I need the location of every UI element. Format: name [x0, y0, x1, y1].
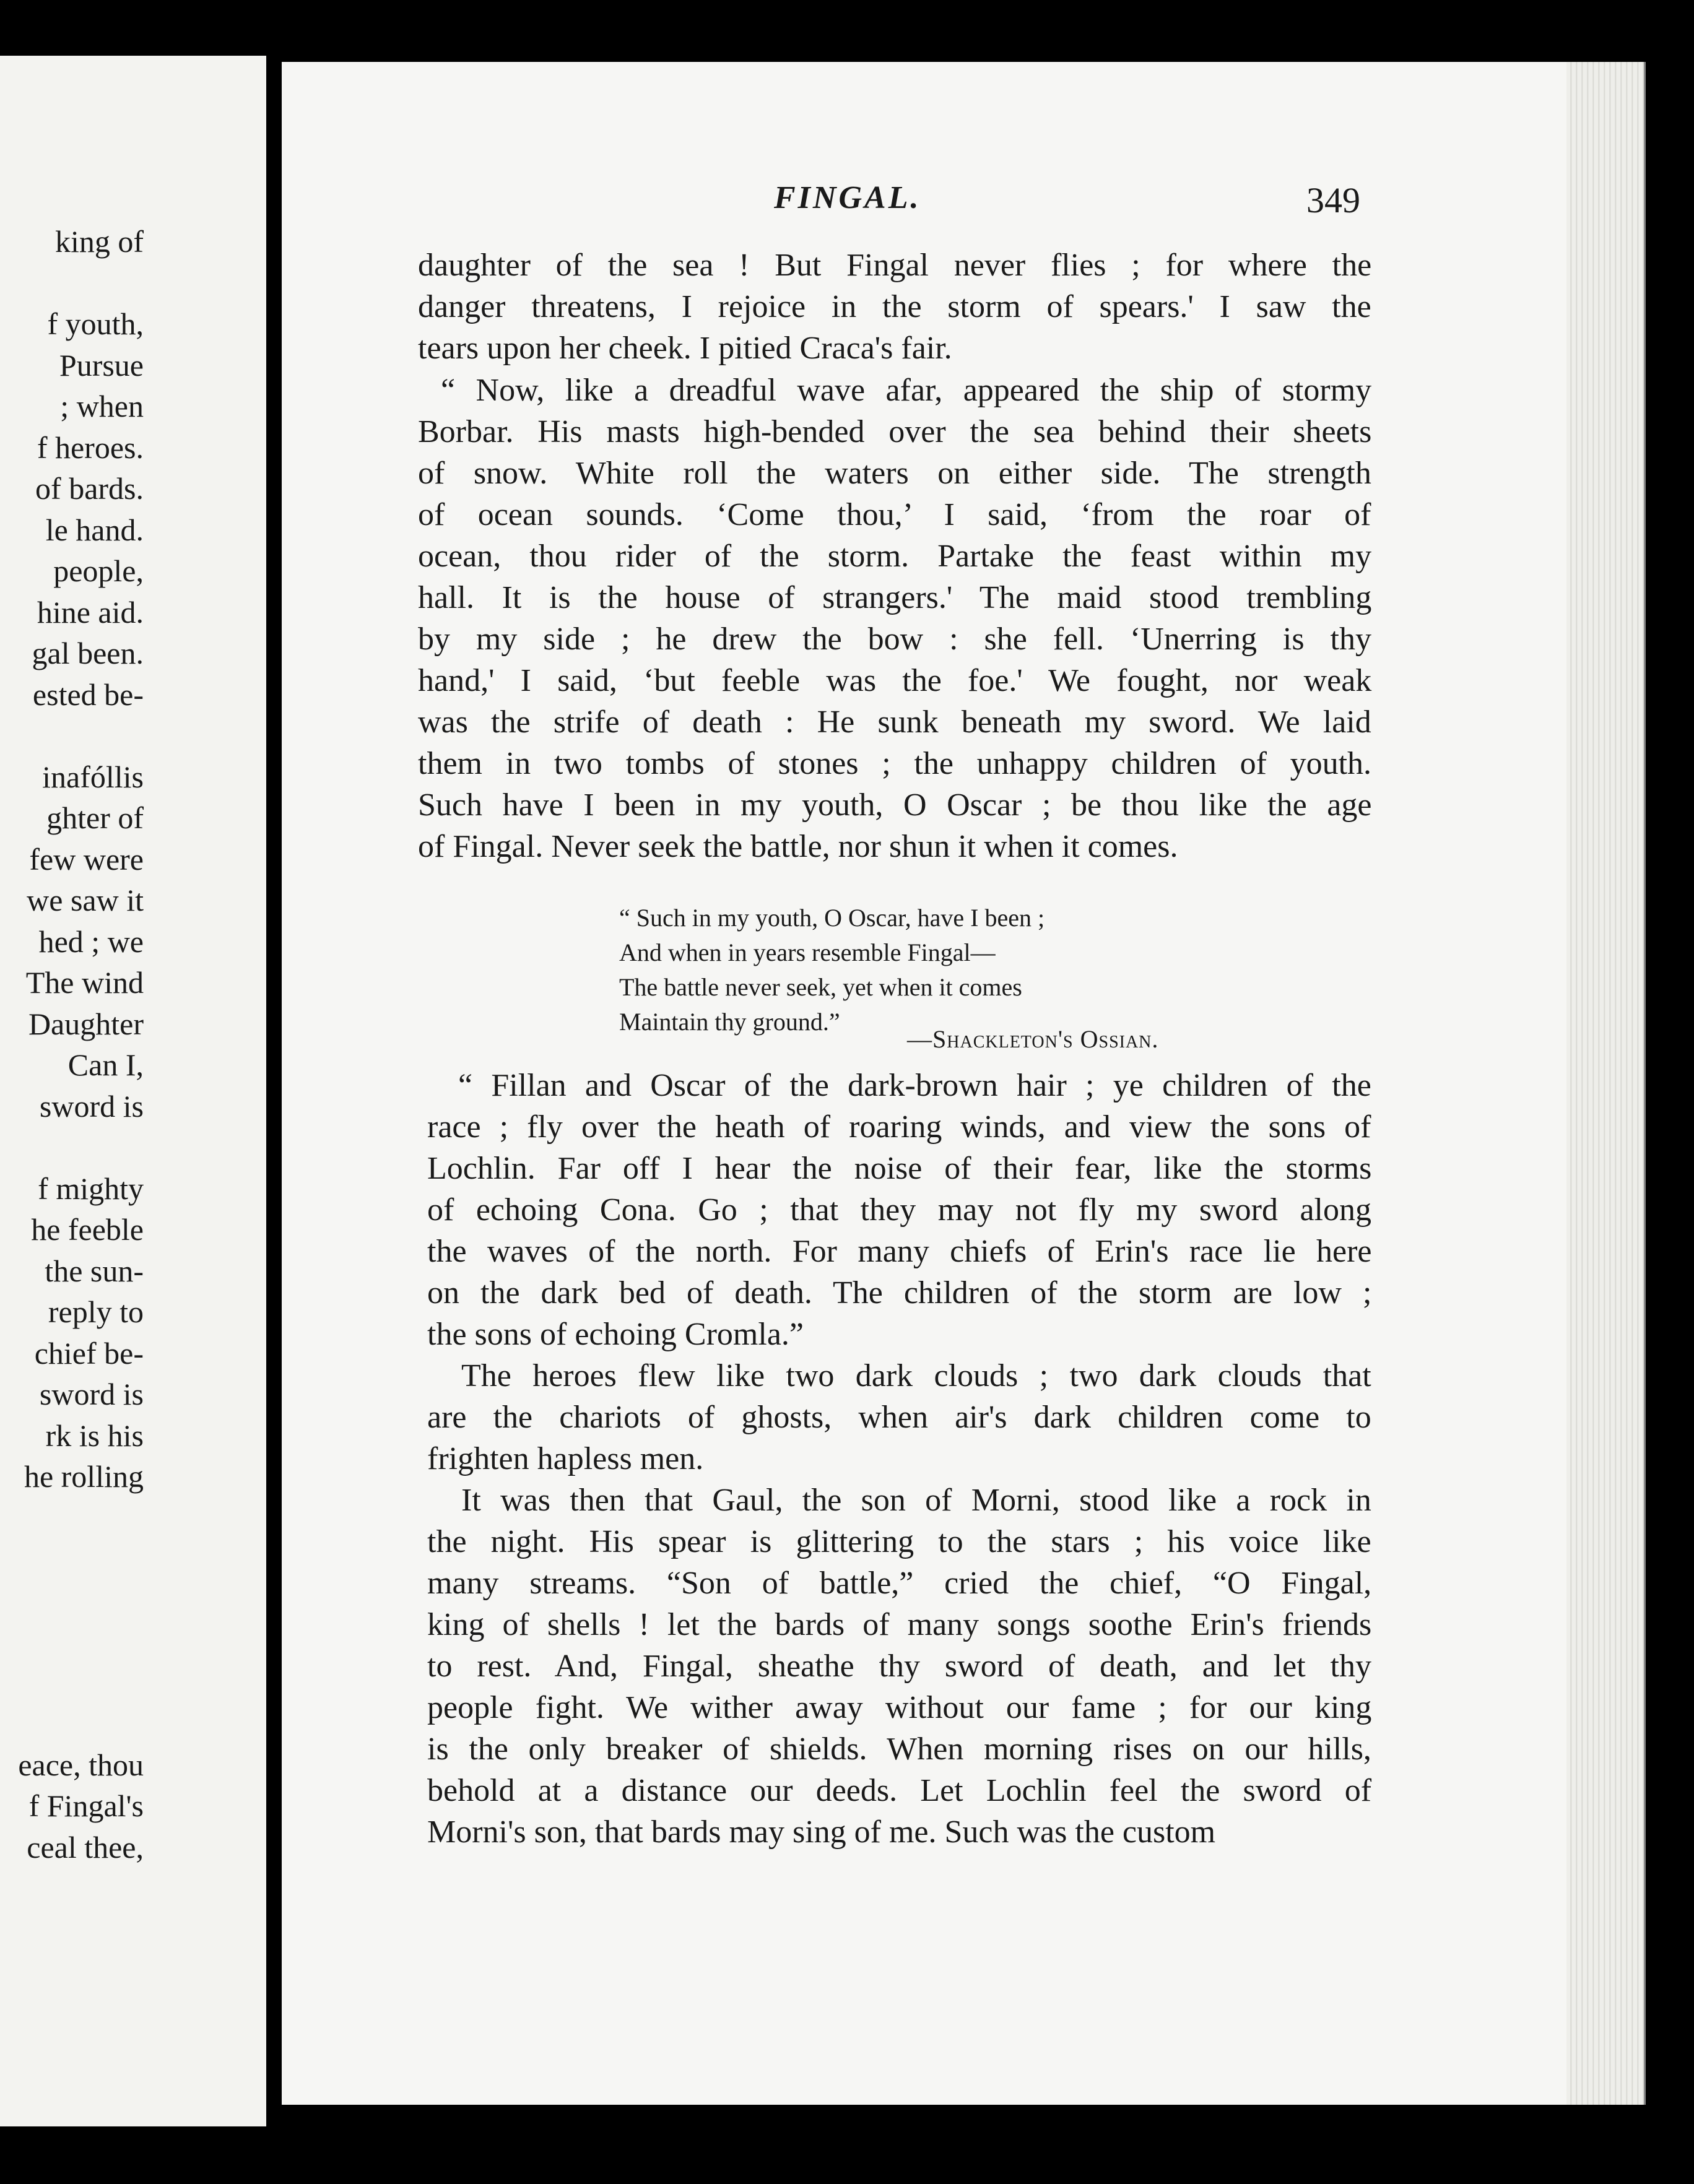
left-page-line: ; when	[60, 389, 144, 423]
left-page-line: sword is	[39, 1377, 144, 1411]
left-page-line: inafóllis	[42, 759, 144, 794]
verse-quote	[619, 901, 1045, 1039]
body-line: the sons of echoing Cromla.”	[427, 1317, 804, 1352]
left-page-line: few were	[29, 841, 144, 877]
page-number: 349	[1306, 180, 1360, 220]
body-line: “ Now, like a dreadful wave afar, appeared the ship of stormy	[441, 373, 1372, 408]
body-line: of Fingal. Never seek the battle, nor shun it when it comes.	[418, 829, 1178, 864]
body-line: on the dark bed of death. The children of the storm are low ;	[427, 1275, 1372, 1311]
body-line: Such have I been in my youth, O Oscar ; be thou like the age	[418, 787, 1372, 823]
left-page-fragment	[0, 56, 266, 2126]
body-line: “ Fillan and Oscar of the dark-brown hair ; ye children of the	[458, 1068, 1371, 1103]
left-page-line: chief be-	[34, 1335, 144, 1371]
left-page-line: rk is his	[45, 1418, 144, 1453]
left-page-line: hed ; we	[38, 924, 144, 959]
body-line: the waves of the north. For many chiefs of Erin's race lie here	[427, 1234, 1372, 1269]
left-page-line: f heroes.	[37, 430, 144, 465]
verse-line: The battle never seek, yet when it comes	[619, 973, 1022, 1001]
verse-line: “ Such in my youth, O Oscar, have I been ;	[619, 904, 1045, 932]
body-line: Lochlin. Far off I hear the noise of their fear, like the storms	[427, 1151, 1372, 1186]
left-page-line: f youth,	[47, 306, 144, 341]
body-line: is the only breaker of shields. When morning rises on our hills,	[427, 1731, 1371, 1767]
left-page-line: Daughter	[28, 1006, 144, 1041]
left-page-line: le hand.	[45, 512, 144, 547]
body-line: people fight. We wither away without our fame ; for our king	[427, 1690, 1372, 1725]
left-page-line: ceal thee,	[27, 1829, 144, 1865]
left-page-line: gal been.	[32, 636, 144, 670]
body-line: to rest. And, Fingal, sheathe thy sword of death, and let thy	[427, 1649, 1372, 1684]
left-page-line: Can I,	[67, 1047, 144, 1082]
left-page-line: The wind	[25, 965, 144, 1000]
quote-attribution: —Shackleton's Ossian.	[907, 1025, 1159, 1053]
left-page-line: sword is	[39, 1088, 144, 1124]
body-line: It was then that Gaul, the son of Morni, stood like a rock in	[461, 1483, 1371, 1518]
body-line: ocean, thou rider of the storm. Partake the feast within my	[418, 539, 1372, 574]
running-head: FINGAL.	[774, 180, 921, 215]
body-line: Morni's son, that bards may sing of me. Such was the custom	[427, 1814, 1216, 1850]
verse-line: And when in years resemble Fingal—	[619, 938, 996, 966]
body-line: was the strife of death : He sunk beneath my sword. We laid	[418, 704, 1371, 740]
body-line: The heroes flew like two dark clouds ; two dark clouds that	[461, 1358, 1371, 1393]
left-page-line: of bards.	[35, 471, 144, 506]
body-line: king of shells ! let the bards of many songs soothe Erin's friends	[427, 1607, 1372, 1642]
body-line: of ocean sounds. ‘Come thou,’ I said, ‘from the roar of	[418, 497, 1371, 532]
left-page-line: Pursue	[59, 347, 144, 383]
body-line: tears upon her cheek. I pitied Craca's fair.	[418, 331, 952, 366]
body-line: by my side ; he drew the bow : she fell. ‘Unerring is thy	[418, 622, 1371, 657]
body-line: frighten hapless men.	[427, 1441, 704, 1476]
body-line: of snow. White roll the waters on either side. The strength	[418, 456, 1371, 491]
left-page-line: hine aid.	[37, 594, 144, 630]
left-page-line: f mighty	[38, 1171, 144, 1206]
body-line: hall. It is the house of strangers.' The maid stood trembling	[418, 580, 1372, 615]
body-line: behold at a distance our deeds. Let Lochlin feel the sword of	[427, 1773, 1372, 1808]
left-page-line: ghter of	[46, 800, 144, 835]
page-edge-stack	[1566, 62, 1646, 2105]
body-line: the night. His spear is glittering to the stars ; his voice like	[427, 1524, 1371, 1559]
body-line: of echoing Cona. Go ; that they may not fly my sword along	[427, 1192, 1372, 1228]
left-page-line: f Fingal's	[28, 1788, 144, 1823]
body-line: many streams. “Son of battle,” cried the chief, “O Fingal,	[427, 1566, 1372, 1601]
left-page-line: people,	[53, 553, 144, 588]
verse-line: Maintain thy ground.”	[619, 1008, 840, 1036]
left-page-line: ested be-	[32, 677, 144, 712]
body-line: Borbar. His masts high-bended over the sea behind their sheets	[418, 414, 1372, 449]
left-page-line: reply to	[48, 1294, 144, 1329]
body-line: danger threatens, I rejoice in the storm of spears.' I saw the	[418, 289, 1371, 324]
left-page-line: king of	[54, 224, 144, 259]
body-line: hand,' I said, ‘but feeble was the foe.' We fought, nor weak	[418, 663, 1372, 698]
body-line: them in two tombs of stones ; the unhappy children of youth.	[418, 746, 1372, 781]
body-line: are the chariots of ghosts, when air's dark children come to	[427, 1400, 1371, 1435]
left-page-line: eace, thou	[18, 1747, 144, 1782]
left-page-line: he feeble	[31, 1212, 144, 1247]
body-line: daughter of the sea ! But Fingal never flies ; for where the	[418, 248, 1372, 283]
left-page-line: the sun-	[45, 1253, 144, 1288]
left-page-line: he rolling	[24, 1459, 144, 1494]
body-line: race ; fly over the heath of roaring winds, and view the sons of	[427, 1109, 1371, 1145]
left-page-line: we saw it	[27, 883, 144, 917]
